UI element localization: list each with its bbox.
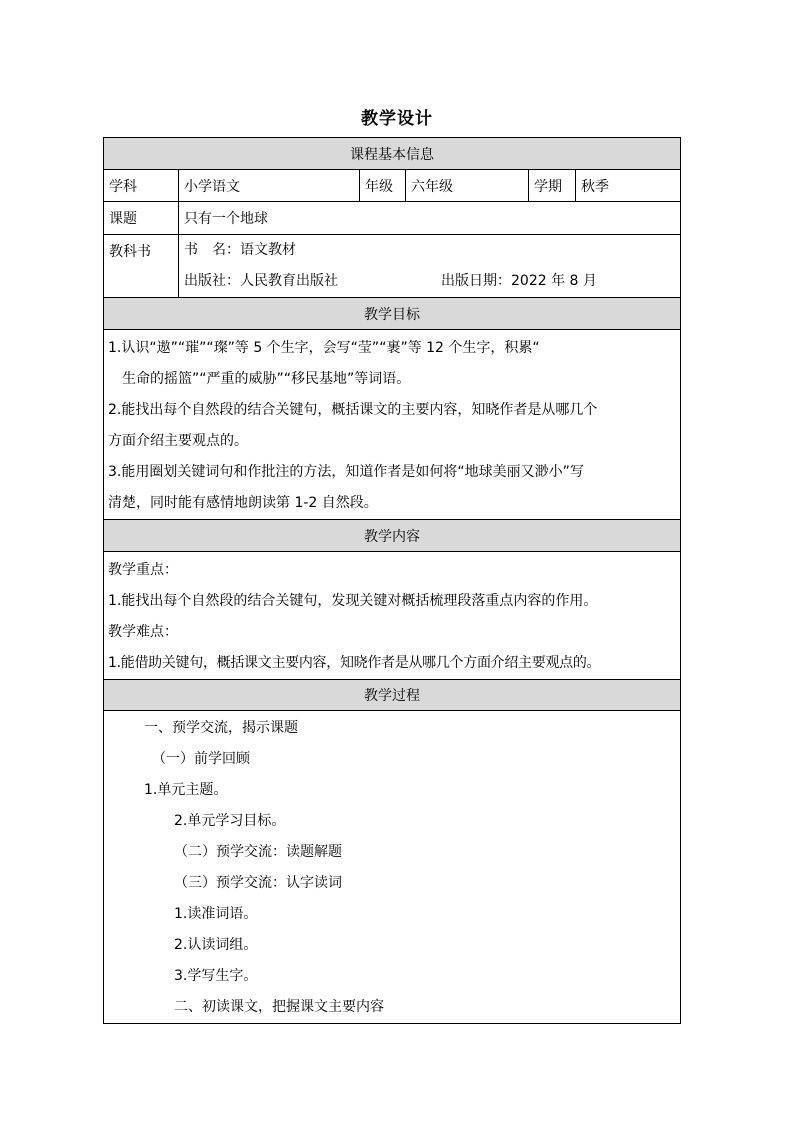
lesson-plan-table [103,137,681,1024]
process-line: 2.单元学习目标。 [174,813,286,829]
textbook-details [179,235,681,298]
objectives-header: 教学目标 [104,298,681,330]
process-line: 1.读准词语。 [174,906,258,922]
basic-info-header: 课程基本信息 [104,138,681,170]
publisher-line [184,266,675,297]
process-line: 3.学写生字。 [174,968,258,984]
document-title: 教学设计 [361,109,433,129]
objective-line: 生命的摇篮”“严重的威胁”“移民基地”等词语。 [108,371,411,387]
process-line: 一、预学交流，揭示课题 [144,720,298,736]
content-body [104,552,681,680]
term-label: 学期 [529,170,576,202]
objective-line: 清楚，同时能有感情地朗读第 1-2 自然段。 [108,495,378,511]
process-line: （一）前学回顾 [152,751,250,767]
content-line: 1.能找出每个自然段的结合关键句，发现关键对概括梳理段落重点内容的作用。 [108,593,598,609]
content-header: 教学内容 [104,520,681,552]
process-line: 1.单元主题。 [144,782,228,798]
subject-value: 小学语文 [179,170,360,202]
objective-line: 方面介绍主要观点的。 [108,433,248,449]
objective-line: 3.能用圈划关键词句和作批注的方法，知道作者是如何将“地球美丽又渺小”写 [108,464,584,480]
grade-label: 年级 [360,170,406,202]
content-line: 教学难点： [108,624,178,640]
book-name: 书 名：语文教材 [184,242,296,258]
objectives-body [104,330,681,520]
process-line: 2.认读词组。 [174,937,258,953]
objective-line: 1.认识“遨”“璀”“璨”等 5 个生字，会写“莹”“裹”等 12 个生字，积累“ [108,340,540,356]
process-line: 二、初读课文，把握课文主要内容 [174,999,384,1015]
textbook-label: 教科书 [104,235,179,298]
grade-value: 六年级 [406,170,529,202]
process-body [104,711,681,1024]
term-value: 秋季 [576,170,681,202]
content-line: 教学重点： [108,562,178,578]
subject-label: 学科 [104,170,179,202]
content-line: 1.能借助关键句，概括课文主要内容，知晓作者是从哪几个方面介绍主要观点的。 [108,655,601,671]
topic-label: 课题 [104,202,179,235]
publisher: 出版社：人民教育出版社 [184,273,338,289]
process-line: （三）预学交流：认字读词 [174,875,342,891]
process-line: （二）预学交流：读题解题 [174,844,342,860]
process-header: 教学过程 [104,680,681,711]
publication-date: 出版日期：2022 年 8 月 [441,273,597,289]
objective-line: 2.能找出每个自然段的结合关键句，概括课文的主要内容，知晓作者是从哪几个 [108,402,598,418]
topic-value: 只有一个地球 [179,202,681,235]
